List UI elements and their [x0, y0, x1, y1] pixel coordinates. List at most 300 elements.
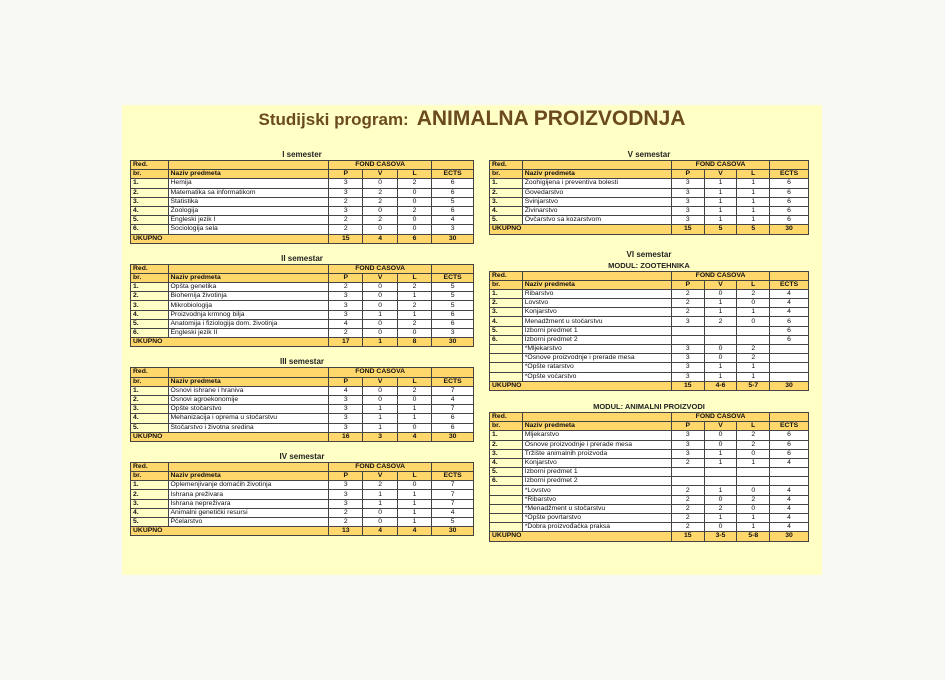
ects-value: 6 [770, 197, 809, 206]
total-v: 3-5 [704, 532, 737, 541]
semester-block [489, 401, 809, 542]
ects-value: 6 [432, 206, 474, 215]
hours-l: 1 [737, 458, 770, 467]
total-label: UKUPNO [490, 225, 672, 234]
total-v: 5 [704, 225, 737, 234]
table-row [490, 458, 809, 467]
header-ects: ECTS [432, 273, 474, 282]
hours-v [704, 468, 737, 477]
ects-value [770, 354, 809, 363]
total-ects: 30 [432, 338, 474, 347]
total-row [131, 527, 474, 536]
ects-value: 7 [432, 386, 474, 395]
total-l: 4 [397, 527, 431, 536]
title-prefix: Studijski program: [258, 110, 409, 129]
hours-v: 0 [363, 179, 397, 188]
total-label: UKUPNO [490, 381, 672, 390]
hours-l [737, 477, 770, 486]
hours-p: 3 [329, 310, 363, 319]
total-v: 4-6 [704, 381, 737, 390]
total-l: 4 [397, 432, 431, 441]
ects-value: 3 [432, 329, 474, 338]
table-row [490, 188, 809, 197]
hours-v: 1 [704, 514, 737, 523]
ects-value: 4 [770, 299, 809, 308]
header-l: L [397, 170, 431, 179]
ects-value: 3 [432, 225, 474, 234]
header-br: br. [490, 422, 523, 431]
course-table [130, 462, 474, 537]
ects-value [770, 363, 809, 372]
course-name: Izborni predmet 1 [522, 468, 671, 477]
hours-v: 1 [704, 216, 737, 225]
header-p: P [329, 472, 363, 481]
header-p: P [671, 280, 704, 289]
header-p: P [671, 422, 704, 431]
total-ects: 30 [770, 381, 809, 390]
hours-v: 0 [363, 225, 397, 234]
total-row [131, 338, 474, 347]
row-number: 3. [131, 499, 169, 508]
total-row [490, 532, 809, 541]
total-p: 15 [671, 381, 704, 390]
hours-v: 0 [363, 319, 397, 328]
ects-value: 4 [770, 504, 809, 513]
ects-value: 7 [432, 499, 474, 508]
hours-p: 3 [329, 499, 363, 508]
hours-l: 0 [737, 504, 770, 513]
hours-l [737, 326, 770, 335]
semester-block [489, 249, 809, 391]
hours-p: 3 [671, 354, 704, 363]
ects-value: 4 [770, 308, 809, 317]
hours-v: 1 [704, 299, 737, 308]
hours-p: 3 [329, 481, 363, 490]
row-number [490, 523, 523, 532]
hours-p: 3 [671, 216, 704, 225]
course-name: *Lovstvo [522, 486, 671, 495]
hours-p: 3 [329, 490, 363, 499]
hours-v: 1 [704, 363, 737, 372]
ects-value: 6 [432, 414, 474, 423]
course-name: Menadžment u stočarstvu [522, 317, 671, 326]
row-number: 1. [131, 481, 169, 490]
course-name: Sociologija sela [168, 225, 329, 234]
table-row [131, 206, 474, 215]
header-fond-casova: FOND ČASOVA [671, 271, 769, 280]
header-blank [770, 161, 809, 170]
total-l: 8 [397, 338, 431, 347]
course-name: *Osnove proizvodnje i prerade mesa [522, 354, 671, 363]
hours-v: 2 [704, 504, 737, 513]
hours-l: 2 [737, 495, 770, 504]
row-number: 4. [131, 414, 169, 423]
hours-p: 2 [329, 329, 363, 338]
hours-v [704, 326, 737, 335]
hours-v: 0 [704, 354, 737, 363]
header-br: br. [131, 377, 169, 386]
row-number: 1. [490, 431, 523, 440]
ects-value: 7 [432, 481, 474, 490]
header-fond-casova: FOND ČASOVA [329, 264, 432, 273]
total-v: 4 [363, 527, 397, 536]
row-number: 2. [490, 188, 523, 197]
table-row [131, 301, 474, 310]
header-naziv-predmeta: Naziv predmeta [168, 273, 329, 282]
header-naziv-predmeta: Naziv predmeta [168, 472, 329, 481]
total-ects: 30 [770, 225, 809, 234]
hours-l: 0 [397, 188, 431, 197]
course-name: Biohemija životinja [168, 292, 329, 301]
hours-v: 0 [704, 345, 737, 354]
hours-l: 2 [397, 206, 431, 215]
title-program-name: ANIMALNA PROIZVODNJA [416, 107, 686, 130]
total-v: 1 [363, 338, 397, 347]
course-table [489, 412, 809, 542]
row-number: 5. [490, 326, 523, 335]
table-row [131, 490, 474, 499]
course-name: Proizvodnja krmnog bilja [168, 310, 329, 319]
row-number: 2. [490, 299, 523, 308]
total-l: 5-7 [737, 381, 770, 390]
table-row [490, 449, 809, 458]
hours-l: 2 [397, 386, 431, 395]
row-number [490, 345, 523, 354]
row-number: 4. [131, 310, 169, 319]
hours-v: 0 [704, 440, 737, 449]
course-table [130, 367, 474, 442]
hours-p: 4 [329, 319, 363, 328]
hours-p: 3 [329, 301, 363, 310]
header-blank [168, 161, 329, 170]
ects-value: 6 [432, 310, 474, 319]
table-row [131, 292, 474, 301]
header-blank [168, 368, 329, 377]
header-blank [168, 462, 329, 471]
hours-l: 2 [737, 440, 770, 449]
table-row [490, 523, 809, 532]
table-row [490, 206, 809, 215]
ects-value: 6 [770, 431, 809, 440]
total-l: 5 [737, 225, 770, 234]
total-v: 4 [363, 234, 397, 243]
header-red: Red. [131, 462, 169, 471]
hours-l: 0 [397, 481, 431, 490]
ects-value: 7 [432, 490, 474, 499]
course-name: Matematika sa informatikom [168, 188, 329, 197]
table-row [490, 468, 809, 477]
hours-v: 2 [363, 188, 397, 197]
table-row [131, 481, 474, 490]
hours-v: 0 [704, 495, 737, 504]
hours-p: 3 [671, 449, 704, 458]
header-ects: ECTS [770, 170, 809, 179]
table-row [490, 495, 809, 504]
semester-block [130, 253, 474, 348]
course-name: Osnovi agroekonomije [168, 395, 329, 404]
course-name: *Opšte ratarstvo [522, 363, 671, 372]
header-l: L [737, 422, 770, 431]
ects-value: 5 [432, 283, 474, 292]
table-row [131, 518, 474, 527]
table-row [490, 179, 809, 188]
table-row [490, 354, 809, 363]
row-number: 3. [490, 449, 523, 458]
row-number: 5. [131, 423, 169, 432]
header-ects: ECTS [770, 422, 809, 431]
hours-v: 2 [363, 481, 397, 490]
course-name: Ribarstvo [522, 289, 671, 298]
course-name: Tržište animalnih proizvoda [522, 449, 671, 458]
hours-v: 2 [363, 197, 397, 206]
table-row [131, 319, 474, 328]
ects-value: 5 [432, 292, 474, 301]
course-name: Engleski jezik II [168, 329, 329, 338]
header-v: V [363, 377, 397, 386]
header-fond-casova: FOND ČASOVA [671, 412, 769, 421]
ects-value: 6 [770, 188, 809, 197]
header-blank [168, 264, 329, 273]
hours-p: 2 [671, 495, 704, 504]
table-row [490, 486, 809, 495]
semester-title: IV semestar [279, 451, 325, 461]
course-name: *Opšte voćarstvo [522, 372, 671, 381]
hours-l: 0 [737, 317, 770, 326]
row-number [490, 495, 523, 504]
ects-value: 5 [432, 301, 474, 310]
row-number: 1. [490, 289, 523, 298]
table-row [131, 310, 474, 319]
course-name: Mljekarstvo [522, 431, 671, 440]
header-fond-casova: FOND ČASOVA [671, 161, 769, 170]
course-name: Stočarstvo i životna sredina [168, 423, 329, 432]
hours-p: 3 [329, 206, 363, 215]
table-row [131, 386, 474, 395]
table-row [490, 216, 809, 225]
header-naziv-predmeta: Naziv predmeta [168, 170, 329, 179]
hours-p [671, 335, 704, 344]
module-title: MODUL: ZOOTEHNIKA [608, 260, 690, 270]
course-name: Svinjarstvo [522, 197, 671, 206]
semester-block [130, 356, 474, 442]
hours-p: 3 [671, 440, 704, 449]
hours-v: 1 [363, 310, 397, 319]
header-l: L [397, 377, 431, 386]
hours-v: 2 [704, 317, 737, 326]
hours-p: 2 [671, 514, 704, 523]
curriculum-panel [122, 105, 822, 575]
total-ects: 30 [432, 527, 474, 536]
row-number: 5. [131, 518, 169, 527]
total-v: 3 [363, 432, 397, 441]
row-number: 6. [131, 225, 169, 234]
semester-block [130, 451, 474, 537]
total-l: 6 [397, 234, 431, 243]
hours-p: 3 [671, 317, 704, 326]
page-title [122, 105, 822, 133]
hours-p: 3 [329, 423, 363, 432]
ects-value: 4 [432, 508, 474, 517]
row-number [490, 363, 523, 372]
hours-l: 1 [737, 372, 770, 381]
hours-p: 3 [671, 431, 704, 440]
hours-l: 1 [737, 179, 770, 188]
course-name: Živinarstvo [522, 206, 671, 215]
header-ects: ECTS [432, 377, 474, 386]
course-name: Mikrobiologija [168, 301, 329, 310]
hours-l: 0 [397, 423, 431, 432]
total-row [490, 381, 809, 390]
header-red: Red. [131, 368, 169, 377]
hours-p: 2 [329, 518, 363, 527]
header-br: br. [131, 472, 169, 481]
course-name: Hemija [168, 179, 329, 188]
total-ects: 30 [432, 432, 474, 441]
table-row [131, 216, 474, 225]
table-row [490, 431, 809, 440]
row-number: 4. [490, 458, 523, 467]
header-br: br. [131, 170, 169, 179]
total-label: UKUPNO [131, 234, 329, 243]
row-number: 5. [490, 216, 523, 225]
total-row [131, 234, 474, 243]
row-number: 4. [490, 317, 523, 326]
header-naziv-predmeta: Naziv predmeta [168, 377, 329, 386]
hours-l: 2 [397, 319, 431, 328]
table-row [131, 423, 474, 432]
hours-l: 2 [397, 179, 431, 188]
header-red: Red. [131, 161, 169, 170]
hours-v: 1 [363, 414, 397, 423]
hours-v: 0 [704, 431, 737, 440]
hours-v: 1 [363, 423, 397, 432]
table-row [131, 499, 474, 508]
header-red: Red. [490, 161, 523, 170]
header-red: Red. [490, 412, 523, 421]
total-p: 13 [329, 527, 363, 536]
header-red: Red. [490, 271, 523, 280]
course-name: Ovčarstvo sa kozarstvom [522, 216, 671, 225]
ects-value: 4 [770, 495, 809, 504]
hours-v: 0 [363, 283, 397, 292]
hours-v: 0 [363, 508, 397, 517]
table-row [131, 225, 474, 234]
course-name: Anatomija i fiziologija dom. životinja [168, 319, 329, 328]
row-number: 3. [131, 197, 169, 206]
hours-l: 1 [737, 514, 770, 523]
semester-block [489, 149, 809, 235]
hours-l: 1 [737, 188, 770, 197]
course-name: *Dobra proizvođačka praksa [522, 523, 671, 532]
hours-l: 0 [397, 329, 431, 338]
hours-p [671, 468, 704, 477]
hours-v: 0 [363, 386, 397, 395]
hours-p: 2 [329, 197, 363, 206]
header-fond-casova: FOND ČASOVA [329, 161, 432, 170]
total-label: UKUPNO [490, 532, 672, 541]
course-name: Ishrana preživara [168, 490, 329, 499]
hours-v: 1 [704, 308, 737, 317]
hours-l [737, 335, 770, 344]
row-number: 4. [131, 508, 169, 517]
course-name: Oplemenjivanje domaćih životinja [168, 481, 329, 490]
total-ects: 30 [432, 234, 474, 243]
header-blank [432, 368, 474, 377]
header-ects: ECTS [432, 472, 474, 481]
hours-v: 0 [363, 292, 397, 301]
course-name: Mehanizacija i oprema u stočarstvu [168, 414, 329, 423]
row-number: 2. [131, 292, 169, 301]
header-blank [522, 271, 671, 280]
header-blank [432, 462, 474, 471]
hours-v: 0 [363, 301, 397, 310]
row-number: 3. [131, 301, 169, 310]
table-row [131, 395, 474, 404]
hours-v: 1 [704, 458, 737, 467]
hours-p: 3 [329, 414, 363, 423]
hours-l: 0 [737, 486, 770, 495]
header-blank [522, 161, 671, 170]
ects-value: 4 [770, 523, 809, 532]
header-p: P [329, 273, 363, 282]
hours-l: 0 [737, 449, 770, 458]
row-number: 5. [131, 216, 169, 225]
header-v: V [704, 422, 737, 431]
hours-p: 3 [329, 405, 363, 414]
row-number: 6. [490, 477, 523, 486]
hours-p: 2 [671, 486, 704, 495]
table-row [490, 326, 809, 335]
table-row [490, 308, 809, 317]
row-number: 3. [490, 197, 523, 206]
ects-value: 4 [432, 216, 474, 225]
header-v: V [704, 170, 737, 179]
header-ects: ECTS [770, 280, 809, 289]
total-p: 17 [329, 338, 363, 347]
course-name: Konjarstvo [522, 458, 671, 467]
course-name: Statistika [168, 197, 329, 206]
table-row [131, 405, 474, 414]
total-p: 16 [329, 432, 363, 441]
hours-v: 1 [704, 206, 737, 215]
hours-l: 1 [397, 490, 431, 499]
course-name: Lovstvo [522, 299, 671, 308]
hours-p: 3 [329, 292, 363, 301]
hours-l: 2 [737, 354, 770, 363]
hours-p: 2 [671, 299, 704, 308]
hours-v: 2 [363, 216, 397, 225]
row-number: 4. [490, 206, 523, 215]
ects-value: 4 [770, 486, 809, 495]
hours-l: 2 [737, 345, 770, 354]
hours-p: 2 [329, 216, 363, 225]
semester-block [130, 149, 474, 244]
right-column [489, 149, 809, 548]
hours-v: 0 [363, 395, 397, 404]
header-br: br. [131, 273, 169, 282]
course-name: Zoohigijena i preventiva bolesti [522, 179, 671, 188]
hours-l: 2 [397, 283, 431, 292]
table-row [490, 477, 809, 486]
hours-l: 1 [397, 499, 431, 508]
header-br: br. [490, 170, 523, 179]
hours-l: 0 [397, 197, 431, 206]
hours-p: 3 [671, 206, 704, 215]
course-table [130, 264, 474, 348]
hours-v: 1 [363, 405, 397, 414]
hours-p: 3 [671, 197, 704, 206]
course-name: Engleski jezik I [168, 216, 329, 225]
